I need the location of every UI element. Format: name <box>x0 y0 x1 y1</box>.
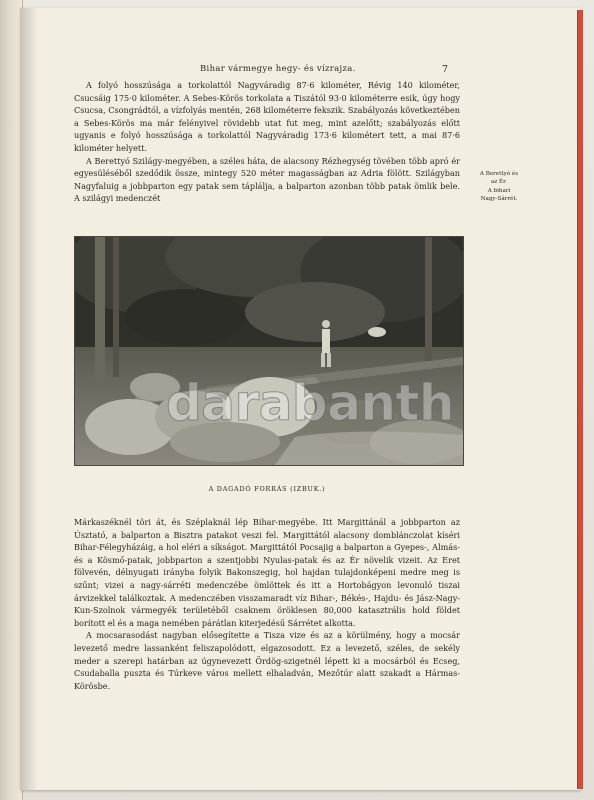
figure-caption: A DAGADÓ FORRÁS (IZBUK.) <box>208 485 326 493</box>
text-column-bottom <box>74 516 460 692</box>
margin-note-line: A bihari <box>487 187 511 194</box>
gutter-shadow <box>20 8 38 790</box>
paragraph: A folyó hosszúsága a torkolattól Nagyváradig 87·6 kilométer, Révig 140 kilométer, Csucsáig 175·0 kilométer. A Sebes-Körös torkolata a Tiszától 93·0 kilométerre esik, úgy hogy Csucsa, Csongrádtól, a vízfolyás mentén, 268 kilométerre fekszik. Szabályozás következtében a Sebes-Körös ma már felényivel rövidebb utat fut meg, mint azelőtt; szabályozás előtt ugyanis e folyó hosszúsága a torkolattól Nagyváradig 173·6 kilométert tett, a mai 87·6 kilométer helyett. <box>74 80 460 153</box>
page-number: 7 <box>442 64 449 75</box>
red-page-edge <box>577 10 583 789</box>
paragraph: A mocsarasodást nagyban elősegítette a Tisza vize és az a körülmény, hogy a mocsár levezető medre lassanként feliszapolódott, elgazosodott. Ez a levezető, széles, de sekély meder a szerepi határban az úgynevezett Ördög-szigetnél lépett ki a mocsárból és Ecseg, Csudaballa puszta és Túrkeve város mellett elhaladván, Mezőtúr alatt szakadt a Hármas-Körösbe. <box>74 630 460 691</box>
margin-note-line: A Berettyó és <box>479 171 519 177</box>
text-column-top <box>74 79 460 205</box>
paragraph: A Berettyó Szilágy-megyében, a széles háta, de alacsony Rézhegység tövében több apró ér egyesüléséből szedődik össze, mintegy 520 méter magasságban az Adria fölött. Szilágyban Nagyfaluig a jobbparton egy patak sem táplálja, a balparton azonban több patak ömlik bele. A szilágyi medenczét <box>74 155 460 204</box>
margin-note <box>470 170 528 204</box>
running-head: Bihar vármegye hegy- és vízrajza. <box>200 64 356 74</box>
margin-note-line: Nagy-Sárrét. <box>480 196 518 203</box>
margin-note-line: az Ér. <box>491 179 507 186</box>
spring-photograph <box>74 236 464 466</box>
paragraph: Márkaszéknél töri át, és Széplaknál lép Bihar-megyébe. Itt Margittánál a jobbparton az Úsztató, a balparton a Bisztra patakot veszi fel. Margittától alacsony domblánczolat kíséri Bihar-Félegyházáig, a hol eléri a síkságot. Margittától Pocsajig a balparton a Gyepes-, Almás- és a Kösmő-patak, jobbparton a szentjobbi Nyulas-patak és az Ér növelik vizeit. Az Eret fölvevén, délnyugati irányba folyik Bakonszegig, hol hajdan tulajdonképeni medre meg is szűnt; vizei a nagy-sárréti medenczébe ömlöttek és itt a Hortobágyon levonuló tiszai árvizekkel találkoztak. A medenczében visszamaradt víz Bihar-, Békés-, Hajdu- és Jász-Nagy-Kun-Szolnok vármegyék területéből csaknem öröklesen 80,000 katasztrális hold földet borított el és a maga nemében párátlan kiterjedésű Sárrétet alkotta. <box>74 517 460 628</box>
watermark: darabanth <box>165 374 455 432</box>
